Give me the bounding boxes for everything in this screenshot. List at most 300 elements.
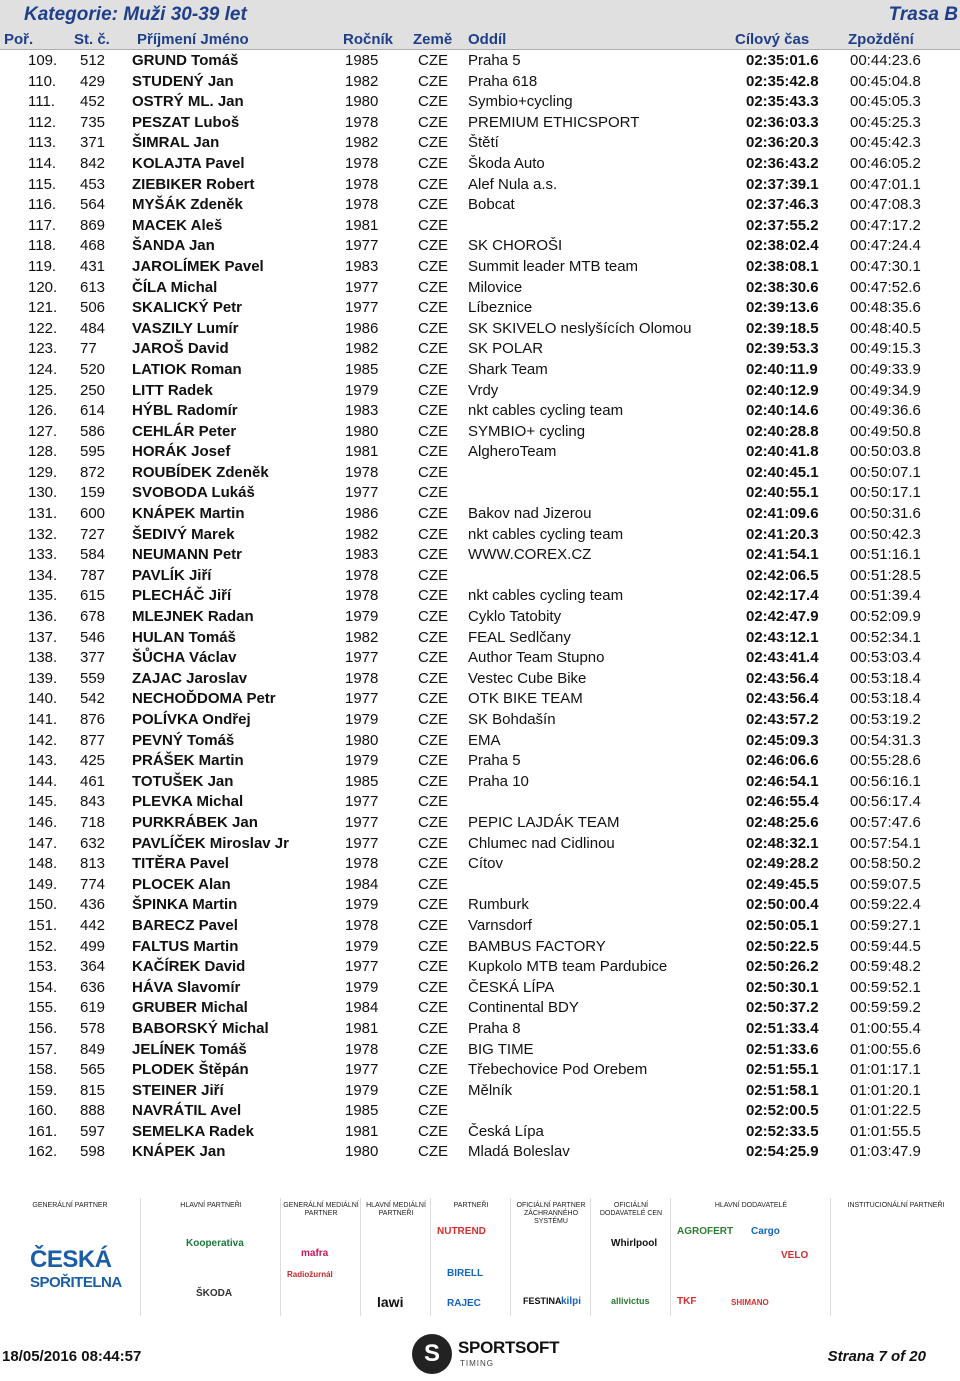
cell-finish-time: 02:49:28.2 <box>746 855 819 873</box>
cell-club: Třebechovice Pod Orebem <box>468 1061 648 1079</box>
cell-position: 109. <box>28 52 58 69</box>
cell-finish-time: 02:41:20.3 <box>746 525 819 543</box>
cell-name: HÁVA Slavomír <box>132 978 241 996</box>
cell-bib: 436 <box>80 896 106 914</box>
table-row <box>0 915 960 936</box>
cell-club: Milovice <box>468 278 523 296</box>
cell-club: Bakov nad Jizerou <box>468 505 592 523</box>
cell-year: 1978 <box>345 587 379 605</box>
cell-delay: 00:47:01.1 <box>850 175 921 193</box>
cell-position: 112. <box>28 113 57 131</box>
table-row <box>0 833 960 854</box>
cell-delay: 00:57:54.1 <box>850 834 921 852</box>
cell-name: MACEK Aleš <box>132 216 223 234</box>
table-row <box>0 730 960 751</box>
cell-bib: 499 <box>80 937 106 955</box>
cell-position: 141. <box>28 711 58 728</box>
cell-position: 155. <box>28 999 58 1017</box>
cell-club: EMA <box>468 731 501 749</box>
cell-country: CZE <box>418 916 448 934</box>
sponsor-col-general <box>0 1198 140 1316</box>
cell-delay: 00:48:35.6 <box>850 299 921 317</box>
cell-bib: 425 <box>80 752 106 770</box>
cell-position: 126. <box>28 402 58 420</box>
cell-position: 125. <box>28 381 58 399</box>
cell-name: PRÁŠEK Martin <box>132 752 244 770</box>
cell-year: 1979 <box>345 381 379 399</box>
cell-finish-time: 02:39:53.3 <box>746 340 819 358</box>
cell-name: ZAJAC Jaroslav <box>132 669 248 687</box>
cell-name: ŠEDIVÝ Marek <box>132 525 235 543</box>
cell-finish-time: 02:54:25.9 <box>746 1143 819 1161</box>
sponsor-section-label: HLAVNÍ MEDIÁLNÍ PARTNEŘI <box>366 1202 426 1217</box>
cell-delay: 00:49:15.3 <box>850 340 921 358</box>
radiozurnal-logo: Radiožurnál <box>287 1270 333 1279</box>
cell-delay: 00:50:17.1 <box>850 484 921 502</box>
cell-name: ŠIMRAL Jan <box>132 134 220 152</box>
cell-finish-time: 02:36:03.3 <box>746 113 819 131</box>
cell-finish-time: 02:50:26.2 <box>746 958 819 976</box>
cell-name: LITT Radek <box>132 381 213 399</box>
table-row <box>0 688 960 709</box>
cell-position: 148. <box>28 855 58 873</box>
sponsor-section-label: PARTNEŘI <box>453 1202 489 1209</box>
cell-country: CZE <box>418 649 448 667</box>
cell-finish-time: 02:40:14.6 <box>746 402 819 420</box>
print-timestamp: 18/05/2016 08:44:57 <box>2 1348 142 1365</box>
cell-position: 136. <box>28 608 58 626</box>
cell-year: 1977 <box>345 299 379 317</box>
cell-name: PESZAT Luboš <box>132 113 240 131</box>
cell-position: 142. <box>28 731 58 749</box>
cell-name: GRUND Tomáš <box>132 52 239 69</box>
cell-bib: 442 <box>80 916 106 934</box>
cell-delay: 00:47:08.3 <box>850 196 921 214</box>
cell-finish-time: 02:50:30.1 <box>746 978 819 996</box>
table-row <box>0 462 960 483</box>
cell-position: 161. <box>28 1122 58 1140</box>
cell-club: Praha 5 <box>468 52 521 69</box>
cell-delay: 00:49:34.9 <box>850 381 921 399</box>
cell-delay: 00:47:30.1 <box>850 257 921 275</box>
table-row <box>0 750 960 771</box>
mafra-logo: mafra <box>301 1248 329 1259</box>
cell-bib: 159 <box>80 484 106 502</box>
cell-name: PLODEK Štěpán <box>132 1061 249 1079</box>
table-row <box>0 627 960 648</box>
cell-position: 139. <box>28 669 58 687</box>
cell-club: nkt cables cycling team <box>468 402 624 420</box>
cell-name: STEINER Jiří <box>132 1081 224 1099</box>
cell-position: 152. <box>28 937 58 955</box>
cell-delay: 00:50:03.8 <box>850 443 921 461</box>
cell-delay: 01:01:20.1 <box>850 1081 921 1099</box>
cell-position: 143. <box>28 752 58 770</box>
cell-delay: 00:54:31.3 <box>850 731 921 749</box>
cell-delay: 00:49:50.8 <box>850 422 921 440</box>
sponsor-section-label: HLAVNÍ PARTNEŘI <box>180 1202 242 1209</box>
sponsor-col-prizes <box>561 1198 671 1316</box>
cell-country: CZE <box>418 402 448 420</box>
page-number: Strana 7 of 20 <box>827 1348 926 1365</box>
cell-country: CZE <box>418 896 448 914</box>
cell-delay: 00:55:28.6 <box>850 752 921 770</box>
cell-position: 149. <box>28 875 58 893</box>
cell-country: CZE <box>418 546 448 564</box>
cell-bib: 869 <box>80 216 106 234</box>
cell-country: CZE <box>418 463 448 481</box>
cell-club: Mladá Boleslav <box>468 1143 570 1161</box>
cell-country: CZE <box>418 978 448 996</box>
cell-club: Rumburk <box>468 896 529 914</box>
cell-country: CZE <box>418 608 448 626</box>
cell-position: 124. <box>28 360 58 378</box>
cell-position: 153. <box>28 958 58 976</box>
table-row <box>0 215 960 236</box>
cell-bib: 598 <box>80 1143 106 1161</box>
cell-name: GRUBER Michal <box>132 999 248 1017</box>
table-row <box>0 647 960 668</box>
cell-position: 137. <box>28 628 58 646</box>
cell-position: 144. <box>28 772 58 790</box>
sportsoft-icon: S <box>412 1334 452 1374</box>
cell-club: Praha 10 <box>468 772 529 790</box>
cell-finish-time: 02:37:46.3 <box>746 196 819 214</box>
cell-finish-time: 02:51:55.1 <box>746 1061 819 1079</box>
cell-finish-time: 02:48:32.1 <box>746 834 819 852</box>
table-row <box>0 1121 960 1142</box>
cell-bib: 512 <box>80 52 106 69</box>
table-row <box>0 524 960 545</box>
cell-delay: 00:47:17.2 <box>850 216 921 234</box>
cell-country: CZE <box>418 257 448 275</box>
cell-position: 123. <box>28 340 58 358</box>
cell-bib: 520 <box>80 360 106 378</box>
cell-position: 145. <box>28 793 58 811</box>
col-header-finish-time: Cílový čas <box>735 31 810 48</box>
cell-year: 1981 <box>345 216 379 234</box>
cell-club: Vrdy <box>468 381 499 399</box>
cell-bib: 584 <box>80 546 106 564</box>
cell-club: nkt cables cycling team <box>468 587 624 605</box>
cell-country: CZE <box>418 1040 448 1058</box>
cell-finish-time: 02:45:09.3 <box>746 731 819 749</box>
cell-position: 111. <box>28 93 55 111</box>
cell-name: PURKRÁBEK Jan <box>132 813 258 831</box>
cell-country: CZE <box>418 690 448 708</box>
cell-delay: 00:58:50.2 <box>850 855 921 873</box>
sponsor-col-general-media <box>280 1198 361 1316</box>
cell-delay: 00:59:44.5 <box>850 937 921 955</box>
cell-name: ŠPINKA Martin <box>132 896 238 914</box>
cell-club: SK POLAR <box>468 340 544 358</box>
cell-club: Varnsdorf <box>468 916 532 934</box>
cell-year: 1977 <box>345 237 379 255</box>
birell-logo: BIRELL <box>447 1268 484 1279</box>
cell-finish-time: 02:38:08.1 <box>746 257 819 275</box>
cell-club: SK SKIVELO neslyšících Olomou <box>468 319 692 337</box>
cell-position: 119. <box>28 257 57 275</box>
cell-delay: 00:59:59.2 <box>850 999 921 1017</box>
cell-name: NECHOĎDOMA Petr <box>132 690 276 708</box>
table-row <box>0 50 960 71</box>
cell-finish-time: 02:50:05.1 <box>746 916 819 934</box>
cell-country: CZE <box>418 1019 448 1037</box>
cell-name: ROUBÍDEK Zdeněk <box>132 463 269 481</box>
cell-name: SKALICKÝ Petr <box>132 299 243 317</box>
whirlpool-logo: Whirlpool <box>611 1238 658 1249</box>
cell-bib: 250 <box>80 381 106 399</box>
category-title: Kategorie: Muži 30-39 let <box>24 4 247 25</box>
cell-finish-time: 02:40:12.9 <box>746 381 819 399</box>
cell-position: 151. <box>28 916 58 934</box>
cell-position: 114. <box>28 154 57 172</box>
cell-name: JAROŠ David <box>132 340 229 358</box>
cell-delay: 01:03:47.9 <box>850 1143 921 1161</box>
sponsor-section-label: HLAVNÍ DODAVATELÉ <box>714 1202 788 1209</box>
table-row <box>0 359 960 380</box>
cell-year: 1986 <box>345 505 379 523</box>
cell-country: CZE <box>418 505 448 523</box>
cell-bib: 484 <box>80 319 106 337</box>
cell-club: Symbio+cycling <box>468 93 573 111</box>
cell-name: FALTUS Martin <box>132 937 239 955</box>
cell-year: 1980 <box>345 731 379 749</box>
cell-year: 1985 <box>345 1102 379 1120</box>
table-row <box>0 606 960 627</box>
cell-name: LATIOK Roman <box>132 360 242 378</box>
rajec-logo: RAJEC <box>447 1298 481 1309</box>
cell-year: 1979 <box>345 608 379 626</box>
cell-country: CZE <box>418 72 448 90</box>
skoda-logo: ŠKODA <box>196 1288 233 1299</box>
cell-name: KNÁPEK Martin <box>132 505 245 523</box>
table-row <box>0 503 960 524</box>
cell-country: CZE <box>418 1122 448 1140</box>
table-row <box>0 585 960 606</box>
cell-name: KAČÍREK David <box>132 958 246 976</box>
cell-delay: 00:56:17.4 <box>850 793 921 811</box>
cell-country: CZE <box>418 1102 448 1120</box>
cell-finish-time: 02:40:28.8 <box>746 422 819 440</box>
cell-delay: 00:52:34.1 <box>850 628 921 646</box>
cell-bib: 727 <box>80 525 106 543</box>
cell-bib: 364 <box>80 958 106 976</box>
table-row <box>0 997 960 1018</box>
sportsoft-logo: S SPORTSOFT TIMING <box>412 1332 552 1380</box>
cell-year: 1977 <box>345 690 379 708</box>
col-header-country: Země <box>413 31 453 48</box>
cell-name: VASZILY Lumír <box>132 319 239 337</box>
cell-name: CEHLÁR Peter <box>132 422 237 440</box>
cell-bib: 718 <box>80 813 106 831</box>
table-row <box>0 174 960 195</box>
cell-position: 150. <box>28 896 58 914</box>
cell-delay: 00:59:52.1 <box>850 978 921 996</box>
cell-finish-time: 02:43:12.1 <box>746 628 819 646</box>
cell-bib: 872 <box>80 463 106 481</box>
cell-country: CZE <box>418 1061 448 1079</box>
table-row <box>0 544 960 565</box>
cell-year: 1979 <box>345 978 379 996</box>
cell-delay: 01:01:55.5 <box>850 1122 921 1140</box>
cell-country: CZE <box>418 1143 448 1161</box>
cell-country: CZE <box>418 299 448 317</box>
table-row <box>0 482 960 503</box>
sponsor-col-main <box>140 1198 281 1316</box>
cell-club: Vestec Cube Bike <box>468 669 587 687</box>
cell-year: 1983 <box>345 402 379 420</box>
cell-finish-time: 02:38:30.6 <box>746 278 819 296</box>
cell-finish-time: 02:35:42.8 <box>746 72 819 90</box>
cell-bib: 468 <box>80 237 106 255</box>
cell-position: 127. <box>28 422 58 440</box>
cell-club: BIG TIME <box>468 1040 534 1058</box>
cell-year: 1985 <box>345 772 379 790</box>
nutrend-logo: NUTREND <box>437 1226 486 1237</box>
table-row <box>0 380 960 401</box>
cell-year: 1977 <box>345 834 379 852</box>
cell-year: 1979 <box>345 1081 379 1099</box>
table-row <box>0 277 960 298</box>
cell-bib: 586 <box>80 422 106 440</box>
cell-country: CZE <box>418 628 448 646</box>
cell-bib: 678 <box>80 608 106 626</box>
cell-club: nkt cables cycling team <box>468 525 624 543</box>
cell-delay: 00:51:28.5 <box>850 566 921 584</box>
table-row <box>0 853 960 874</box>
cell-finish-time: 02:50:37.2 <box>746 999 819 1017</box>
cell-country: CZE <box>418 484 448 502</box>
cell-year: 1979 <box>345 937 379 955</box>
cell-delay: 00:45:05.3 <box>850 93 921 111</box>
cell-bib: 615 <box>80 587 106 605</box>
cell-club: SK Bohdašín <box>468 711 556 728</box>
cell-position: 146. <box>28 813 58 831</box>
cell-bib: 813 <box>80 855 106 873</box>
col-header-club: Oddíl <box>468 31 507 48</box>
table-row <box>0 1039 960 1060</box>
cell-name: STUDENÝ Jan <box>132 72 234 90</box>
table-row <box>0 194 960 215</box>
cell-club: PEPIC LAJDÁK TEAM <box>468 813 620 831</box>
cell-country: CZE <box>418 958 448 976</box>
cell-year: 1981 <box>345 443 379 461</box>
cell-year: 1977 <box>345 813 379 831</box>
cell-year: 1977 <box>345 484 379 502</box>
cell-club: Kupkolo MTB team Pardubice <box>468 958 668 976</box>
cell-year: 1986 <box>345 319 379 337</box>
cell-country: CZE <box>418 443 448 461</box>
tkf-logo: TKF <box>677 1296 697 1307</box>
cell-bib: 429 <box>80 72 106 90</box>
cell-country: CZE <box>418 587 448 605</box>
cell-year: 1977 <box>345 649 379 667</box>
cell-name: ČÍLA Michal <box>132 278 218 296</box>
ceska-sporitelna-logo: ČESKÁ SPOŘITELNA <box>30 1246 122 1291</box>
cell-position: 158. <box>28 1061 58 1079</box>
cell-finish-time: 02:35:43.3 <box>746 93 819 111</box>
cell-bib: 377 <box>80 649 106 667</box>
table-row <box>0 297 960 318</box>
cell-country: CZE <box>418 422 448 440</box>
cell-name: TOTUŠEK Jan <box>132 772 234 790</box>
cell-delay: 00:50:07.1 <box>850 463 921 481</box>
cell-year: 1978 <box>345 855 379 873</box>
table-row <box>0 1018 960 1039</box>
cell-position: 147. <box>28 834 58 852</box>
cell-club: Author Team Stupno <box>468 649 605 667</box>
cell-name: POLÍVKA Ondřej <box>132 711 251 728</box>
table-row <box>0 874 960 895</box>
cell-name: NEUMANN Petr <box>132 546 243 564</box>
cell-delay: 00:59:22.4 <box>850 896 921 914</box>
sponsor-col-suppliers <box>670 1198 831 1316</box>
table-row <box>0 318 960 339</box>
sponsor-section-label: GENERÁLNÍ MEDIÁLNÍ PARTNER <box>283 1202 359 1217</box>
cell-delay: 00:44:23.6 <box>850 52 921 69</box>
cell-club: Praha 5 <box>468 752 521 770</box>
table-row <box>0 1141 960 1162</box>
cell-year: 1977 <box>345 1061 379 1079</box>
cell-country: CZE <box>418 813 448 831</box>
cell-finish-time: 02:52:33.5 <box>746 1122 819 1140</box>
cell-name: BABORSKÝ Michal <box>132 1019 269 1037</box>
cell-position: 131. <box>28 505 58 523</box>
cell-club: FEAL Sedlčany <box>468 628 571 646</box>
cell-finish-time: 02:41:54.1 <box>746 546 819 564</box>
cell-name: HORÁK Josef <box>132 443 231 461</box>
cell-club: WWW.COREX.CZ <box>468 546 592 564</box>
cell-bib: 578 <box>80 1019 106 1037</box>
cell-bib: 877 <box>80 731 106 749</box>
cell-position: 121. <box>28 299 58 317</box>
cell-club: PREMIUM ETHICSPORT <box>468 113 640 131</box>
cell-finish-time: 02:37:39.1 <box>746 175 819 193</box>
cell-country: CZE <box>418 216 448 234</box>
sponsor-section-label: GENERÁLNÍ PARTNER <box>32 1202 108 1209</box>
cell-position: 116. <box>28 196 57 214</box>
table-row <box>0 812 960 833</box>
sponsor-banner <box>0 1198 960 1316</box>
cell-year: 1978 <box>345 175 379 193</box>
route-title: Trasa B <box>888 4 958 25</box>
table-row <box>0 338 960 359</box>
cell-country: CZE <box>418 319 448 337</box>
cell-name: HULAN Tomáš <box>132 628 236 646</box>
cell-delay: 00:47:52.6 <box>850 278 921 296</box>
cell-year: 1980 <box>345 1143 379 1161</box>
cell-club: SYMBIO+ cycling <box>468 422 586 440</box>
cell-name: ŠŮCHA Václav <box>132 649 237 667</box>
cell-bib: 453 <box>80 175 106 193</box>
agrofert-logo: AGROFERT <box>677 1226 734 1237</box>
cell-finish-time: 02:43:41.4 <box>746 649 819 667</box>
cell-finish-time: 02:52:00.5 <box>746 1102 819 1120</box>
cell-bib: 735 <box>80 113 106 131</box>
cell-country: CZE <box>418 731 448 749</box>
table-row <box>0 956 960 977</box>
sponsor-section-label: OFICIÁLNÍ PARTNER ZÁCHRANNÉHO SYSTÉMU <box>516 1202 586 1225</box>
cell-delay: 00:50:31.6 <box>850 505 921 523</box>
cell-country: CZE <box>418 381 448 399</box>
cell-position: 134. <box>28 566 58 584</box>
cell-delay: 00:59:07.5 <box>850 875 921 893</box>
cell-bib: 613 <box>80 278 106 296</box>
sponsor-col-main-media <box>360 1198 431 1316</box>
cell-club: OTK BIKE TEAM <box>468 690 583 708</box>
cell-delay: 00:45:42.3 <box>850 134 921 152</box>
